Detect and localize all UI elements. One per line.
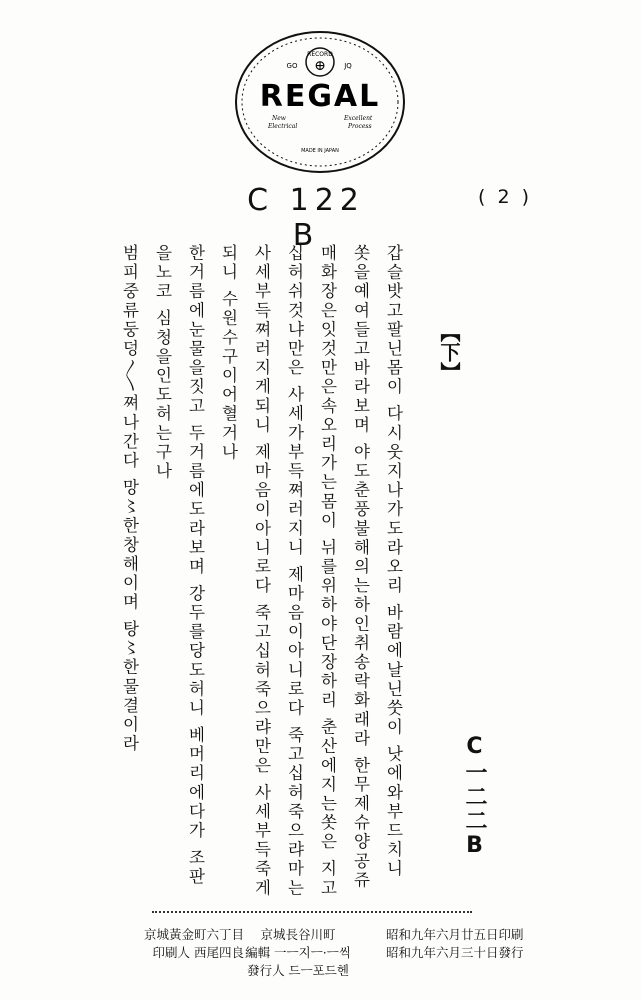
lyric-line: 사세부득쪄러지게되니 제마음이아니로다 죽고십허죽으랴만은 사세부득죽게 (252, 244, 271, 898)
lyric-line: 쏫을예여들고바라보며 야도춘풍불해의는하인취송락화래라 한무제슈양공쥬 (351, 244, 370, 890)
lyric-line: 되니 수원수구이어혈거나 (219, 244, 238, 462)
part-mark: 【下】 (437, 322, 461, 382)
publish-date: 昭和九年六月三十日發行 (386, 945, 524, 960)
publisher-address: 京城長谷川町 (260, 927, 336, 942)
logo-sub-right-2: Process (348, 123, 372, 130)
logo-bottom-text: MADE IN JAPAN (301, 148, 339, 154)
print-date: 昭和九年六月廿五日印刷 (386, 927, 524, 942)
editor: 編輯 一ㅡ지ㅡ·ㅡ씩 (245, 945, 351, 960)
side-number: ( 2 ) (478, 186, 532, 208)
printer-address: 京城黃金町六丁目 (143, 927, 244, 942)
printer: 印刷人 西尾四良 (152, 945, 244, 960)
lyrics-text (120, 244, 410, 898)
regal-logo (232, 28, 408, 176)
regal-label-graphic (232, 28, 408, 176)
publisher: 發行人 드ㅡ포드헨 (247, 963, 349, 978)
lyric-line: 한거름에눈물을짓고 두거름에도라보며 강두를당도허니 베머리에다가 조판 (186, 244, 205, 887)
lyric-line: 십허쉬것냐만은 사세가부득쪄러지니 제마음이아니로다 죽고십허죽으랴마는 (285, 244, 304, 898)
logo-top-right-text: JQ (344, 62, 352, 70)
lyric-line: 갑슬밧고팔닌몸이 다시웃지나가도라오리 바람에날닌쑷이 낫에와부드치니 (384, 244, 403, 879)
colophon-printer (74, 926, 244, 992)
logo-sub-left-2: Electrical (268, 123, 298, 130)
lyric-line: 매화장은잇것만은속오리가는몸이 뉘를위하야단장하리 춘산에지는쏫은 지고 (318, 244, 337, 898)
logo-badge-text: RECORD (307, 51, 333, 58)
logo-emblem-icon: ⊕ (314, 58, 326, 74)
catalog-number: C 122 B (247, 183, 365, 253)
colophon-dates (386, 926, 566, 992)
lyric-line: 을노코 심청을인도허는구나 (153, 244, 172, 482)
colophon-divider (152, 911, 472, 913)
logo-brand-text: REGAL (259, 79, 381, 114)
logo-top-left-text: GO (286, 62, 298, 70)
lyric-line: 범피중류둥덩〳〵쪄나간다 망〻한창해이며 탕〻한물결이라 (120, 244, 139, 754)
logo-sub-right-1: Excellent (344, 115, 373, 122)
side-code: C一二二B (462, 734, 487, 860)
logo-sub-left-1: New (272, 115, 286, 122)
